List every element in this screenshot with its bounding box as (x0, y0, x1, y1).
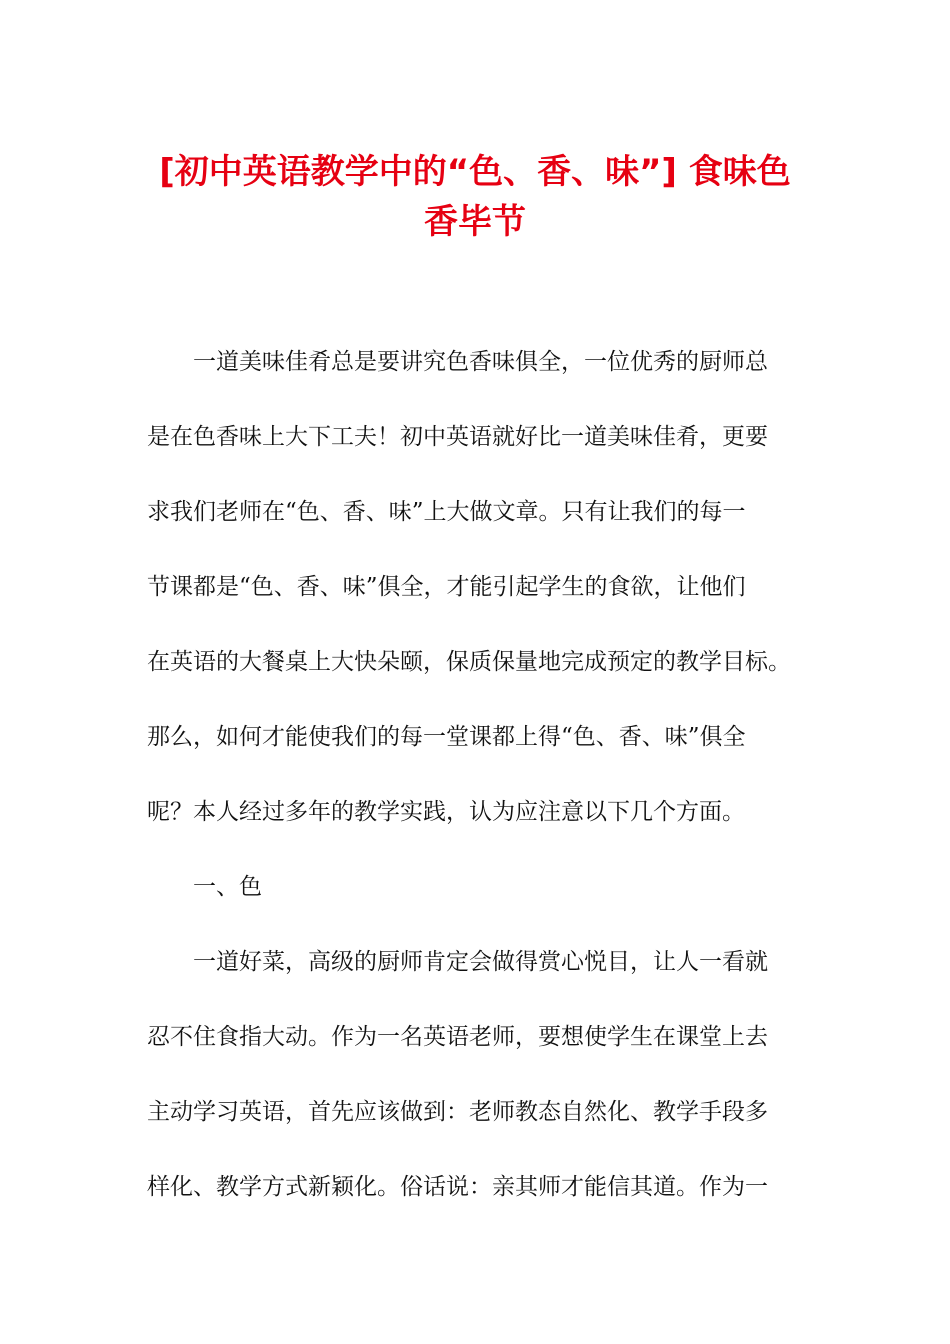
paragraph-line: 节课都是“色、香、味”俱全，才能引起学生的食欲，让他们 (147, 574, 746, 600)
paragraph-line: 在英语的大餐桌上大快朵颐，保质保量地完成预定的教学目标。 (147, 649, 791, 675)
title-line-1: [初中英语教学中的“色、香、味”] 食味色 (159, 152, 791, 192)
paragraph-line: 样化、教学方式新颖化。俗话说：亲其师才能信其道。作为一 (147, 1174, 768, 1200)
paragraph-line: 忍不住食指大动。作为一名英语老师，要想使学生在课堂上去 (147, 1024, 768, 1050)
title-line-2: 香毕节 (424, 202, 526, 242)
section-heading-text: 一、色 (193, 874, 262, 900)
document-title (140, 147, 810, 247)
paragraph-line: 那么，如何才能使我们的每一堂课都上得“色、香、味”俱全 (147, 724, 746, 750)
paragraph-line: 主动学习英语，首先应该做到：老师教态自然化、教学手段多 (147, 1099, 768, 1125)
paragraph-line: 一道好菜，高级的厨师肯定会做得赏心悦目，让人一看就 (193, 949, 768, 975)
paragraph-line: 一道美味佳肴总是要讲究色香味俱全，一位优秀的厨师总 (193, 349, 768, 375)
document-body (147, 325, 807, 1225)
paragraph-line: 呢？本人经过多年的教学实践，认为应注意以下几个方面。 (147, 799, 745, 825)
paragraph-color (147, 925, 807, 1225)
paragraph-intro (147, 325, 807, 850)
section-heading (147, 850, 807, 925)
paragraph-line: 是在色香味上大下工夫！初中英语就好比一道美味佳肴，更要 (147, 424, 768, 450)
paragraph-line: 求我们老师在“色、香、味”上大做文章。只有让我们的每一 (147, 499, 746, 525)
